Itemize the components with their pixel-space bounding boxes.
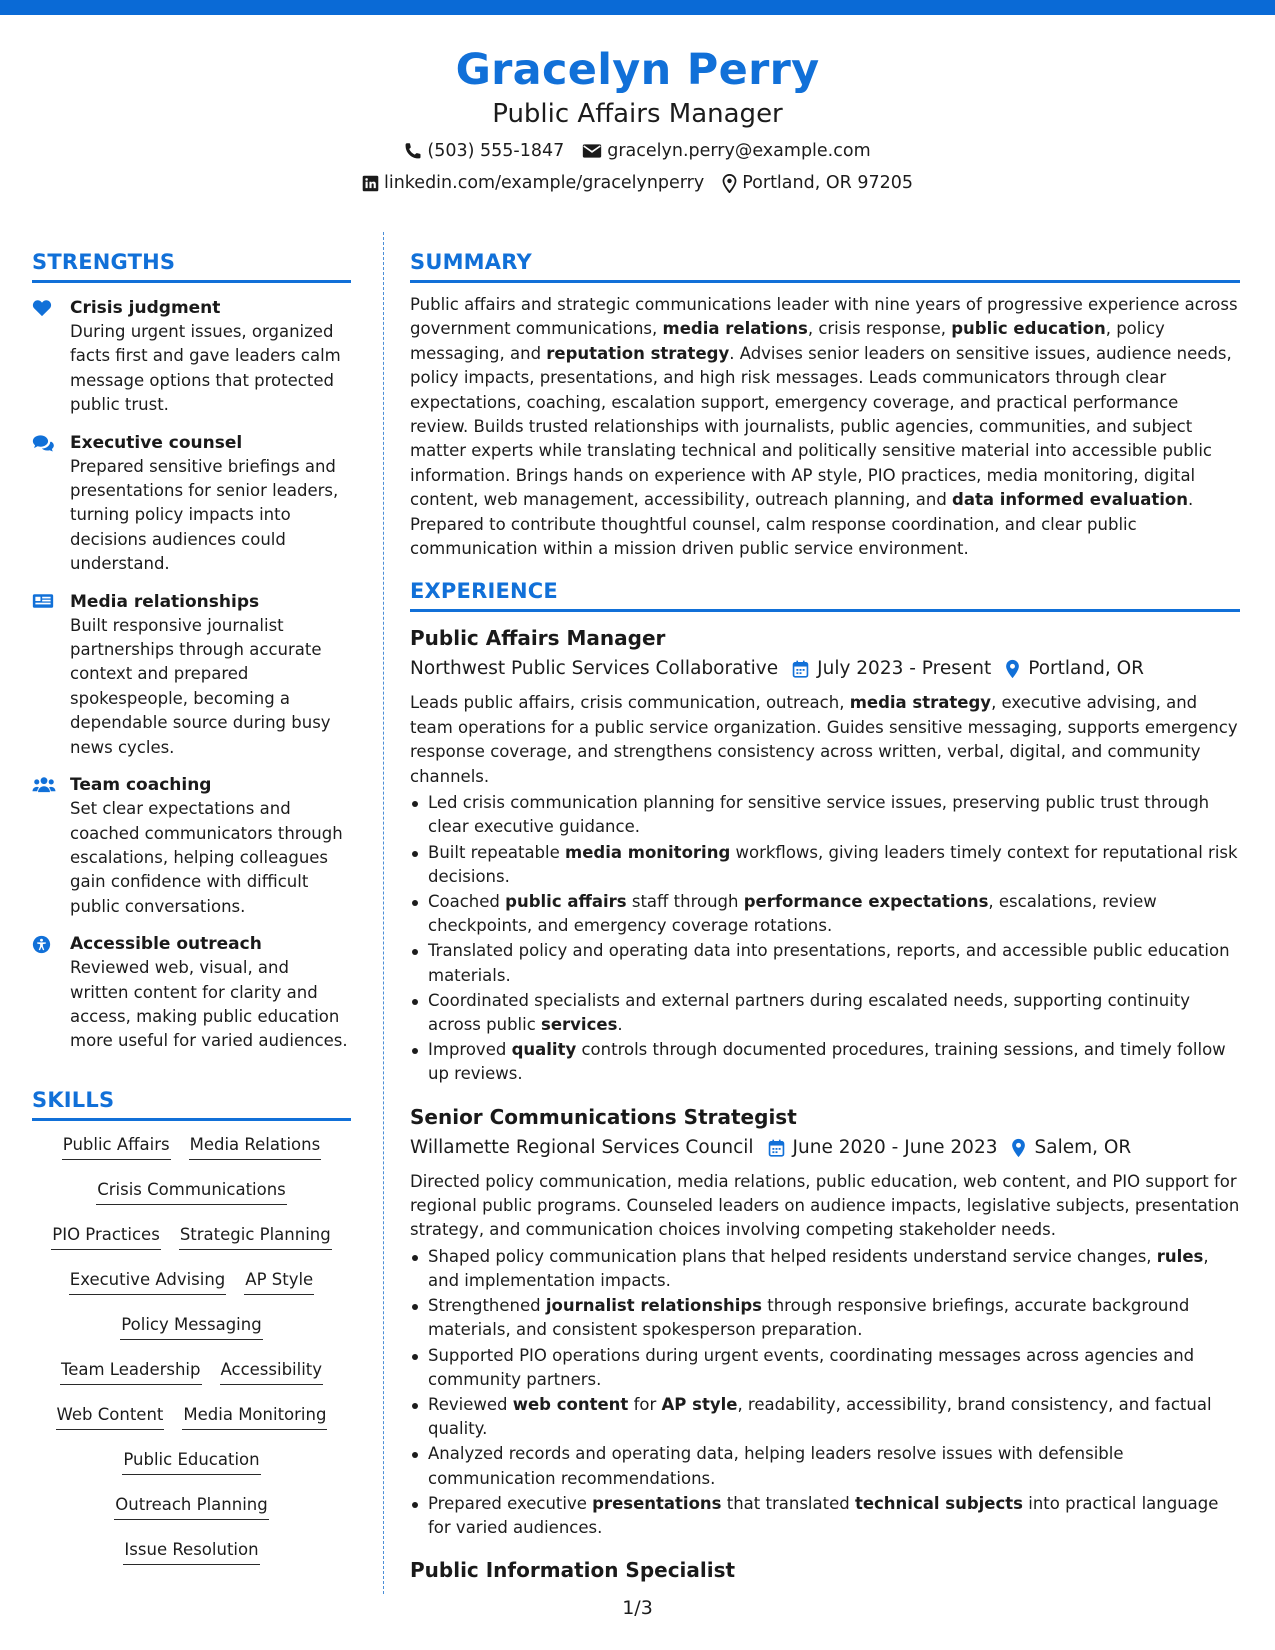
skills-heading: SKILLS: [32, 1086, 351, 1121]
bold-phrase: public education: [951, 319, 1106, 339]
job-bullets: [410, 1245, 1240, 1540]
contact-linkedin[interactable]: [362, 171, 704, 195]
strength-item: [32, 773, 351, 919]
job-location-text: Portland, OR: [1028, 658, 1145, 680]
job-organization: [410, 655, 778, 683]
skill-row: [32, 1403, 351, 1448]
job-entry: [410, 1103, 1240, 1541]
map-pin-icon: [722, 174, 737, 193]
skill-tag: Crisis Communications: [96, 1178, 287, 1205]
job-entry: [410, 624, 1240, 1086]
summary-heading: SUMMARY: [410, 248, 1240, 283]
text-segment: for: [628, 1394, 662, 1414]
strength-desc: Prepared sensitive briefings and presentations for senior leaders, turning policy impacts into decisions audiences could understand.: [70, 456, 339, 574]
bold-phrase: web content: [512, 1394, 629, 1414]
skills-list: [32, 1133, 351, 1583]
bold-phrase: rules: [1156, 1246, 1204, 1266]
skill-row: [32, 1178, 351, 1223]
skill-tag: Outreach Planning: [114, 1493, 268, 1520]
job-entry: [410, 1556, 1240, 1584]
text-segment: Analyzed records and operating data, helping leaders resolve issues with defensible communication recommendations.: [428, 1444, 1124, 1488]
strength-desc: Reviewed web, visual, and written content for clarity and access, making public education more useful for varied audiences.: [70, 958, 348, 1051]
organization-text: Willamette Regional Services Council: [410, 1136, 754, 1158]
envelope-icon: [582, 143, 602, 159]
bullet-item: [410, 890, 1240, 938]
skill-tag: Issue Resolution: [123, 1538, 259, 1565]
bullet-item: [410, 1294, 1240, 1342]
skill-tag: Strategic Planning: [179, 1223, 332, 1250]
job-meta: [410, 1134, 1240, 1162]
resume-header: [0, 44, 1275, 195]
experience-heading: EXPERIENCE: [410, 577, 1240, 612]
skill-row: [32, 1538, 351, 1583]
job-summary: [410, 1170, 1240, 1243]
bullet-item: [410, 1245, 1240, 1293]
newspaper-icon: [32, 593, 54, 609]
heart-icon: [32, 299, 52, 317]
phone-text: (503) 555-1847: [427, 141, 565, 161]
text-segment: , readability, accessibility, brand consistency, and factual quality.: [428, 1394, 1212, 1439]
skill-row: [32, 1223, 351, 1268]
strength-item: [32, 932, 351, 1054]
strength-desc: Built responsive journalist partnerships through accurate context and prepared spokespeople, becoming a dependable source during busy news cycles.: [70, 615, 331, 757]
skill-tag: Executive Advising: [69, 1268, 227, 1295]
phone-icon: [404, 142, 422, 160]
comments-icon: [32, 434, 54, 452]
summary-text: [410, 293, 1240, 561]
bold-phrase: technical subjects: [854, 1493, 1023, 1513]
bullet-item: [410, 1344, 1240, 1392]
text-segment: into practical language for varied audiences.: [428, 1493, 1219, 1537]
linkedin-icon: [362, 175, 379, 192]
bullet-item: [410, 791, 1240, 839]
text-segment: through responsive briefings, accurate background materials, and consistent spokesperson preparation.: [428, 1296, 1190, 1340]
contact-line-2: [0, 171, 1275, 195]
left-column: [32, 248, 351, 1583]
text-segment: controls through documented procedures, training sessions, and timely follow up reviews.: [428, 1040, 1226, 1084]
skill-row: [32, 1358, 351, 1403]
strength-desc: Set clear expectations and coached communicators through escalations, helping colleagues gain confidence with difficult public conversations.: [70, 799, 343, 916]
bold-phrase: media strategy: [849, 693, 992, 713]
text-segment: , policy messaging, and: [410, 319, 1165, 363]
bullet-item: [410, 989, 1240, 1037]
contact-location: [722, 171, 913, 195]
bullet-item: [410, 1038, 1240, 1086]
job-summary: [410, 691, 1240, 789]
email-text: gracelyn.perry@example.com: [607, 141, 871, 161]
bold-phrase: public affairs: [505, 891, 627, 911]
skill-row: [32, 1493, 351, 1538]
right-column: [410, 248, 1240, 1584]
bold-phrase: reputation strategy: [546, 343, 730, 363]
skill-tag: Web Content: [56, 1403, 165, 1430]
text-segment: Directed policy communication, media relations, public education, web content, and PIO support for regional public programs. Counseled leaders on audience impacts, legislative subjects, presentation strategy, and communication choices involving competing stakeholder needs.: [410, 1171, 1240, 1240]
text-segment: Shaped policy communication plans that helped residents understand service changes,: [428, 1246, 1157, 1266]
strength-title: Crisis judgment: [70, 298, 221, 318]
candidate-title: Public Affairs Manager: [492, 99, 783, 129]
job-dates: [792, 655, 991, 683]
strength-title: Media relationships: [70, 591, 260, 612]
job-dates: [768, 1134, 998, 1162]
calendar-icon: [768, 1139, 785, 1157]
skill-tag: Media Relations: [189, 1133, 322, 1160]
contact-line-1: [0, 139, 1275, 163]
skill-tag: AP Style: [244, 1268, 314, 1295]
job-title: Public Affairs Manager: [410, 626, 666, 651]
bullet-item: [410, 841, 1240, 889]
experience-list: [410, 624, 1240, 1584]
job-location-text: Salem, OR: [1034, 1136, 1132, 1158]
text-segment: Strengthened: [428, 1296, 546, 1316]
users-icon: [32, 776, 56, 793]
skill-tag: Public Affairs: [62, 1133, 171, 1160]
text-segment: Supported PIO operations during urgent events, coordinating messages across agencies and community partners.: [428, 1345, 1195, 1389]
text-segment: Led crisis communication planning for sensitive service issues, preserving public trust through clear executive guidance.: [428, 793, 1210, 837]
linkedin-text: linkedin.com/example/gracelynperry: [383, 173, 705, 193]
skill-row: [32, 1268, 351, 1313]
bold-phrase: media monitoring: [565, 842, 731, 862]
text-segment: Leads public affairs, crisis communication, outreach,: [410, 693, 850, 713]
text-segment: Reviewed: [428, 1394, 513, 1414]
bold-phrase: services: [541, 1014, 618, 1034]
bullet-item: [410, 939, 1240, 987]
dates-text: July 2023 - Present: [817, 658, 992, 680]
strength-item: [32, 431, 351, 577]
text-segment: that translated: [721, 1493, 855, 1513]
bullet-item: [410, 1492, 1240, 1540]
bold-phrase: presentations: [592, 1493, 722, 1513]
text-segment: Built repeatable: [428, 842, 566, 862]
strengths-heading: STRENGTHS: [32, 248, 351, 283]
text-segment: , crisis response,: [807, 319, 952, 339]
location-text: Portland, OR 97205: [742, 173, 914, 193]
job-bullets: [410, 791, 1240, 1086]
accessibility-icon: [32, 935, 51, 954]
job-title: Senior Communications Strategist: [410, 1104, 797, 1129]
text-segment: staff through: [626, 891, 744, 911]
bullet-item: [410, 1393, 1240, 1441]
strength-item: [32, 296, 351, 418]
text-segment: . Advises senior leaders on sensitive issues, audience needs, policy impacts, presentations, and high risk messages. Leads communicators through clear expectations, coaching, escalation support, emergency coverage, and practical performance review. Builds trusted relationships with journalists, public agencies, communities, and subject matter experts while translating technical and politically sensitive material into accessible public information. Brings hands on experience with AP style, PIO practices, media monitoring, digital content, web management, accessibility, outreach planning, and: [410, 343, 1232, 510]
strength-title: Accessible outreach: [70, 934, 262, 955]
text-segment: Coordinated specialists and external partners during escalated needs, supporting continuity across public: [428, 990, 1191, 1034]
text-segment: Improved: [428, 1040, 512, 1060]
text-segment: , and implementation impacts.: [428, 1246, 1209, 1290]
text-segment: Coached: [428, 891, 506, 911]
text-segment: .: [617, 1014, 623, 1034]
skill-tag: Media Monitoring: [182, 1403, 327, 1430]
bold-phrase: data informed evaluation: [952, 490, 1188, 510]
job-title: Public Information Specialist: [410, 1558, 736, 1583]
top-accent-bar: [0, 0, 1275, 15]
text-segment: , executive advising, and team operations for a public service organization. Guides sensitive messaging, supports emergency response coverage, and strengthens consistency across written, verbal, digital, and community channels.: [410, 693, 1238, 786]
contact-phone[interactable]: [404, 139, 564, 163]
skill-row: [32, 1448, 351, 1493]
skill-tag: Policy Messaging: [120, 1313, 262, 1340]
strength-item: [32, 590, 351, 760]
bold-phrase: quality: [511, 1040, 577, 1060]
strength-title: Team coaching: [70, 775, 212, 796]
skill-row: [32, 1133, 351, 1178]
text-segment: Public affairs and strategic communications leader with nine years of progressive experience across government communications,: [410, 295, 1238, 339]
bold-phrase: journalist relationships: [545, 1296, 762, 1316]
skill-tag: Public Education: [122, 1448, 260, 1475]
text-segment: . Prepared to contribute thoughtful counsel, calm response coordination, and clear public communication within a mission driven public service environment.: [410, 490, 1194, 559]
calendar-icon: [792, 660, 809, 678]
skill-tag: PIO Practices: [51, 1223, 161, 1250]
job-location: [1005, 655, 1144, 683]
organization-text: Northwest Public Services Collaborative: [410, 658, 779, 680]
bold-phrase: media relations: [662, 319, 808, 339]
text-segment: Translated policy and operating data into presentations, reports, and accessible public education materials.: [428, 941, 1230, 985]
skill-tag: Accessibility: [220, 1358, 324, 1385]
contact-email[interactable]: [582, 139, 870, 163]
job-organization: [410, 1134, 754, 1162]
job-meta: [410, 655, 1240, 683]
strength-desc: During urgent issues, organized facts first and gave leaders calm message options that protected public trust.: [70, 322, 341, 415]
bold-phrase: AP style: [661, 1394, 738, 1414]
column-divider: [383, 232, 384, 1594]
text-segment: workflows, giving leaders timely context for reputational risk decisions.: [428, 842, 1238, 886]
map-pin-icon: [1005, 659, 1020, 679]
text-segment: Prepared executive: [428, 1493, 593, 1513]
dates-text: June 2020 - June 2023: [792, 1136, 998, 1158]
skill-row: [32, 1313, 351, 1358]
bold-phrase: performance expectations: [743, 891, 989, 911]
candidate-name: Gracelyn Perry: [455, 45, 820, 95]
page-number: 1/3: [622, 1597, 653, 1619]
map-pin-icon: [1011, 1138, 1026, 1158]
skill-tag: Team Leadership: [60, 1358, 202, 1385]
bullet-item: [410, 1442, 1240, 1490]
strength-title: Executive counsel: [70, 432, 243, 453]
text-segment: , escalations, review checkpoints, and emergency coverage rotations.: [428, 891, 1157, 936]
job-location: [1011, 1134, 1131, 1162]
